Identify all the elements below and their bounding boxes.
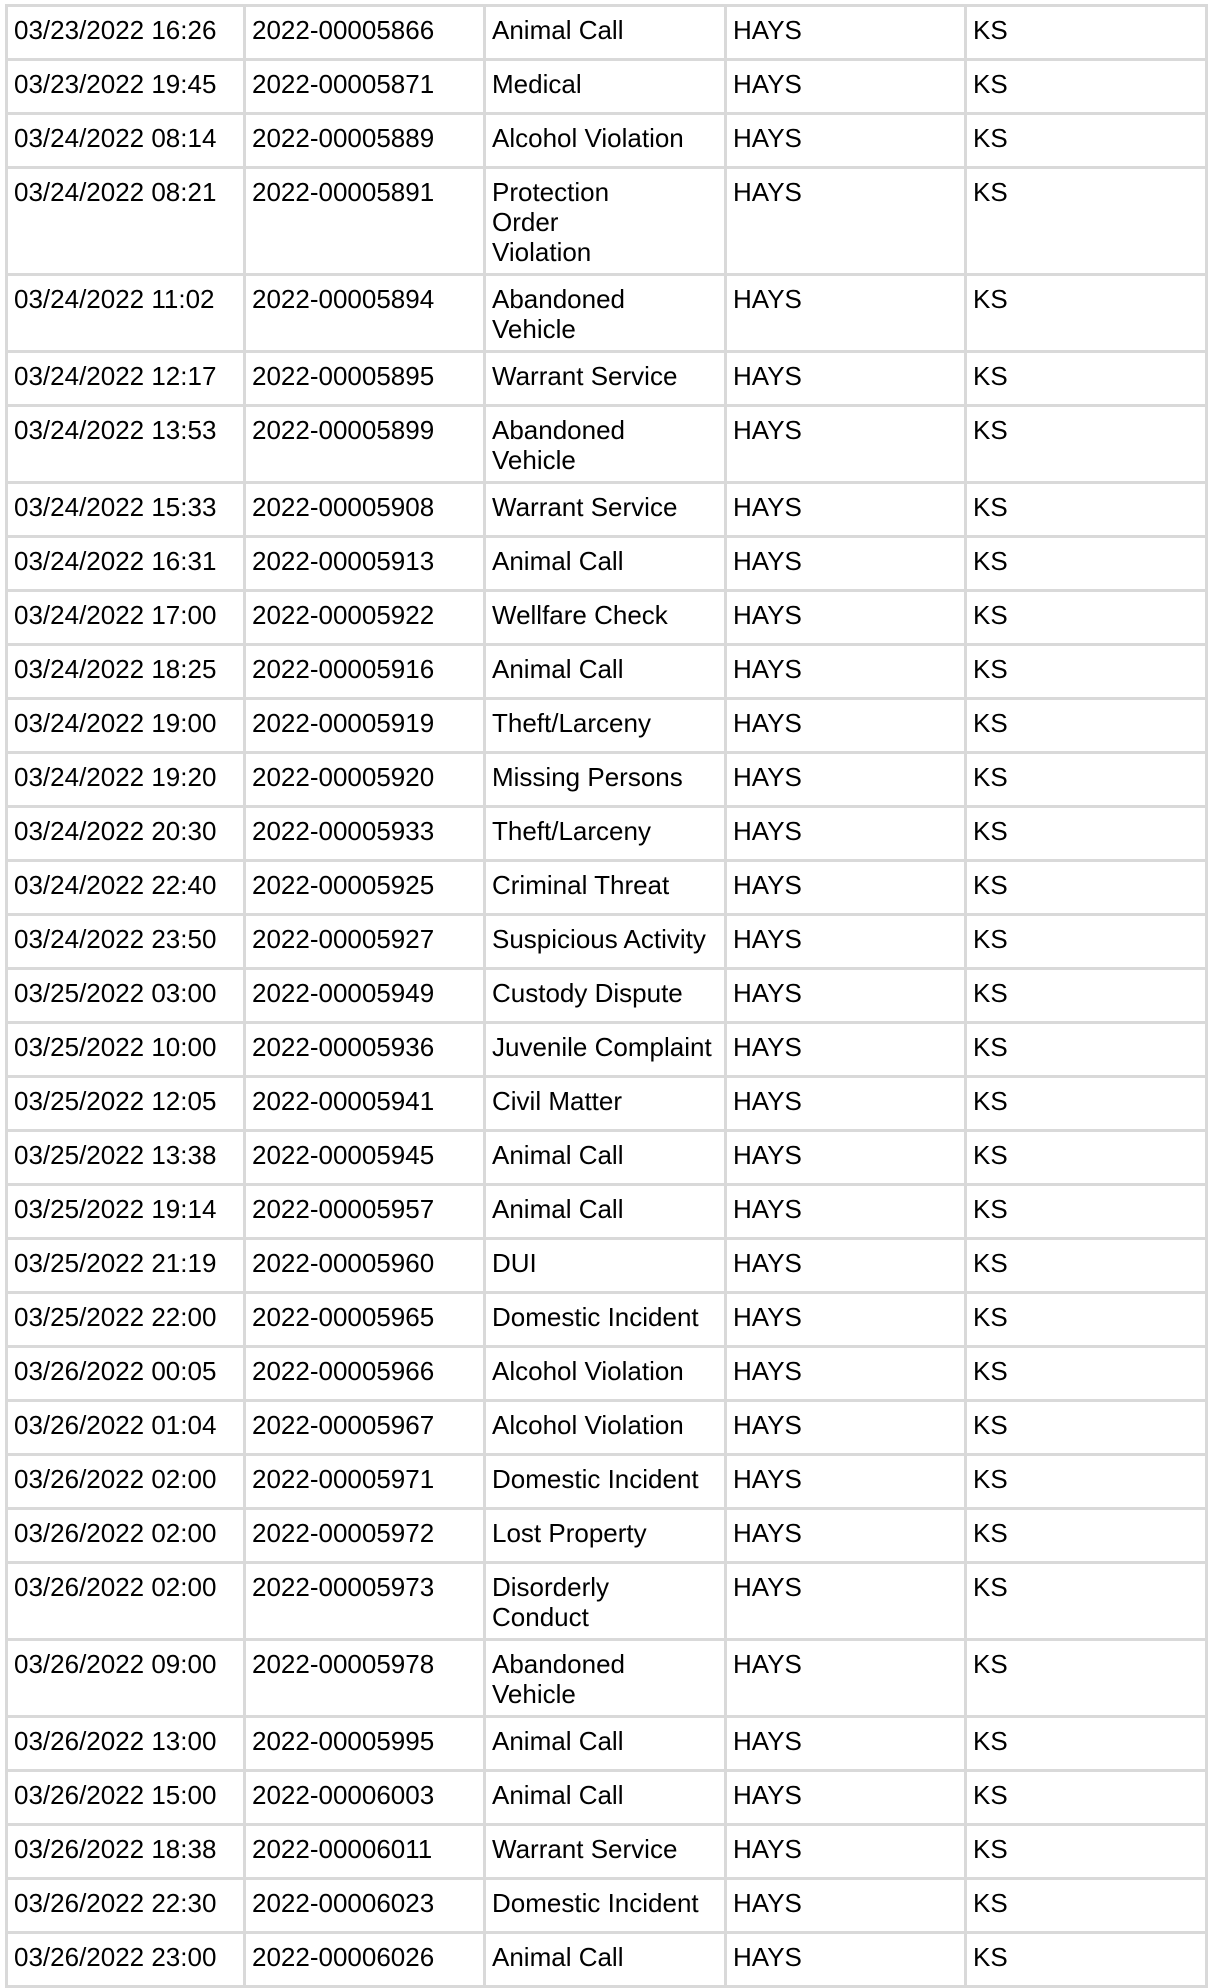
cell-state: KS [967,1934,1208,1988]
cell-state: KS [967,4,1208,61]
cell-city: HAYS [727,700,967,754]
cell-case-number: 2022-00005941 [246,1078,486,1132]
cell-datetime: 03/24/2022 20:30 [5,808,246,862]
cell-datetime: 03/25/2022 19:14 [5,1186,246,1240]
cell-state: KS [967,808,1208,862]
cell-case-number: 2022-00005936 [246,1024,486,1078]
cell-city: HAYS [727,1186,967,1240]
cell-incident-type: Animal Call [486,4,727,61]
cell-datetime: 03/26/2022 22:30 [5,1880,246,1934]
cell-case-number: 2022-00005973 [246,1564,486,1641]
cell-state: KS [967,1772,1208,1826]
cell-city: HAYS [727,169,967,276]
cell-city: HAYS [727,1348,967,1402]
cell-case-number: 2022-00005933 [246,808,486,862]
table-row [5,61,1208,115]
cell-incident-type: DUI [486,1240,727,1294]
cell-datetime: 03/25/2022 21:19 [5,1240,246,1294]
cell-state: KS [967,1186,1208,1240]
cell-case-number: 2022-00005957 [246,1186,486,1240]
cell-state: KS [967,115,1208,169]
cell-incident-type: Animal Call [486,1186,727,1240]
cell-incident-type: Abandoned Vehicle [486,276,727,353]
table-row [5,4,1208,61]
cell-incident-type: Domestic Incident [486,1294,727,1348]
cell-state: KS [967,1880,1208,1934]
table-row [5,754,1208,808]
table-row [5,407,1208,484]
table-row [5,862,1208,916]
cell-city: HAYS [727,407,967,484]
table-row [5,1348,1208,1402]
table-row [5,1294,1208,1348]
cell-datetime: 03/26/2022 09:00 [5,1641,246,1718]
cell-case-number: 2022-00005949 [246,970,486,1024]
cell-case-number: 2022-00005967 [246,1402,486,1456]
cell-case-number: 2022-00006026 [246,1934,486,1988]
cell-state: KS [967,1132,1208,1186]
cell-incident-type: Warrant Service [486,484,727,538]
cell-case-number: 2022-00006003 [246,1772,486,1826]
cell-datetime: 03/24/2022 22:40 [5,862,246,916]
cell-city: HAYS [727,1456,967,1510]
cell-city: HAYS [727,115,967,169]
cell-state: KS [967,1510,1208,1564]
cell-case-number: 2022-00005916 [246,646,486,700]
cell-incident-type: Animal Call [486,1772,727,1826]
cell-datetime: 03/24/2022 16:31 [5,538,246,592]
table-row [5,592,1208,646]
cell-case-number: 2022-00005960 [246,1240,486,1294]
cell-state: KS [967,1240,1208,1294]
cell-case-number: 2022-00005913 [246,538,486,592]
table-row [5,1186,1208,1240]
cell-incident-type: Alcohol Violation [486,115,727,169]
cell-state: KS [967,592,1208,646]
cell-state: KS [967,1456,1208,1510]
cell-state: KS [967,353,1208,407]
cell-state: KS [967,1826,1208,1880]
table-row [5,538,1208,592]
incident-log-table [5,4,1208,1988]
table-row [5,1456,1208,1510]
table-row [5,646,1208,700]
cell-city: HAYS [727,754,967,808]
cell-city: HAYS [727,484,967,538]
cell-state: KS [967,538,1208,592]
cell-case-number: 2022-00005899 [246,407,486,484]
cell-case-number: 2022-00005889 [246,115,486,169]
cell-case-number: 2022-00005871 [246,61,486,115]
cell-datetime: 03/24/2022 08:14 [5,115,246,169]
cell-incident-type: Alcohol Violation [486,1402,727,1456]
cell-state: KS [967,1718,1208,1772]
cell-city: HAYS [727,1564,967,1641]
cell-city: HAYS [727,1078,967,1132]
cell-case-number: 2022-00005945 [246,1132,486,1186]
cell-datetime: 03/26/2022 23:00 [5,1934,246,1988]
cell-incident-type: Criminal Threat [486,862,727,916]
cell-datetime: 03/25/2022 12:05 [5,1078,246,1132]
cell-city: HAYS [727,61,967,115]
cell-city: HAYS [727,1641,967,1718]
cell-case-number: 2022-00005919 [246,700,486,754]
cell-state: KS [967,1641,1208,1718]
cell-incident-type: Animal Call [486,1132,727,1186]
cell-datetime: 03/24/2022 13:53 [5,407,246,484]
cell-incident-type: Animal Call [486,538,727,592]
cell-incident-type: Animal Call [486,646,727,700]
table-row [5,700,1208,754]
cell-city: HAYS [727,4,967,61]
table-row [5,169,1208,276]
cell-datetime: 03/26/2022 18:38 [5,1826,246,1880]
cell-state: KS [967,1348,1208,1402]
cell-city: HAYS [727,1510,967,1564]
cell-state: KS [967,484,1208,538]
table-row [5,353,1208,407]
cell-city: HAYS [727,1826,967,1880]
cell-incident-type: Theft/Larceny [486,700,727,754]
cell-state: KS [967,970,1208,1024]
table-row [5,1564,1208,1641]
cell-case-number: 2022-00005966 [246,1348,486,1402]
cell-city: HAYS [727,538,967,592]
table-row [5,1772,1208,1826]
cell-datetime: 03/26/2022 01:04 [5,1402,246,1456]
cell-state: KS [967,916,1208,970]
cell-datetime: 03/23/2022 16:26 [5,4,246,61]
cell-case-number: 2022-00005965 [246,1294,486,1348]
cell-state: KS [967,407,1208,484]
cell-city: HAYS [727,1934,967,1988]
cell-incident-type: Abandoned Vehicle [486,407,727,484]
cell-datetime: 03/26/2022 00:05 [5,1348,246,1402]
cell-case-number: 2022-00005922 [246,592,486,646]
cell-case-number: 2022-00006023 [246,1880,486,1934]
cell-incident-type: Medical [486,61,727,115]
table-row [5,276,1208,353]
cell-case-number: 2022-00005995 [246,1718,486,1772]
cell-city: HAYS [727,970,967,1024]
cell-case-number: 2022-00005894 [246,276,486,353]
cell-datetime: 03/24/2022 19:00 [5,700,246,754]
cell-incident-type: Suspicious Activity [486,916,727,970]
cell-city: HAYS [727,1718,967,1772]
cell-incident-type: Alcohol Violation [486,1348,727,1402]
table-row [5,115,1208,169]
cell-case-number: 2022-00005866 [246,4,486,61]
cell-state: KS [967,646,1208,700]
table-row [5,1880,1208,1934]
table-row [5,1510,1208,1564]
cell-incident-type: Wellfare Check [486,592,727,646]
cell-datetime: 03/24/2022 17:00 [5,592,246,646]
cell-case-number: 2022-00005971 [246,1456,486,1510]
table-row [5,1641,1208,1718]
cell-case-number: 2022-00005972 [246,1510,486,1564]
cell-datetime: 03/24/2022 19:20 [5,754,246,808]
cell-case-number: 2022-00005978 [246,1641,486,1718]
cell-city: HAYS [727,276,967,353]
cell-incident-type: Juvenile Complaint [486,1024,727,1078]
cell-city: HAYS [727,1772,967,1826]
cell-datetime: 03/24/2022 18:25 [5,646,246,700]
cell-incident-type: Civil Matter [486,1078,727,1132]
cell-incident-type: Animal Call [486,1934,727,1988]
cell-datetime: 03/23/2022 19:45 [5,61,246,115]
cell-datetime: 03/25/2022 13:38 [5,1132,246,1186]
cell-incident-type: Lost Property [486,1510,727,1564]
cell-state: KS [967,862,1208,916]
cell-datetime: 03/26/2022 02:00 [5,1456,246,1510]
cell-datetime: 03/24/2022 23:50 [5,916,246,970]
cell-city: HAYS [727,1240,967,1294]
cell-city: HAYS [727,1024,967,1078]
cell-incident-type: Abandoned Vehicle [486,1641,727,1718]
cell-case-number: 2022-00006011 [246,1826,486,1880]
cell-case-number: 2022-00005908 [246,484,486,538]
table-row [5,1132,1208,1186]
cell-city: HAYS [727,353,967,407]
table-row [5,1826,1208,1880]
table-row [5,1024,1208,1078]
cell-incident-type: Animal Call [486,1718,727,1772]
table-row [5,916,1208,970]
cell-case-number: 2022-00005891 [246,169,486,276]
cell-state: KS [967,61,1208,115]
cell-case-number: 2022-00005895 [246,353,486,407]
table-row [5,970,1208,1024]
cell-datetime: 03/26/2022 13:00 [5,1718,246,1772]
cell-case-number: 2022-00005925 [246,862,486,916]
cell-state: KS [967,1024,1208,1078]
table-row [5,1240,1208,1294]
cell-state: KS [967,1402,1208,1456]
cell-state: KS [967,754,1208,808]
table-row [5,1078,1208,1132]
cell-incident-type: Protection Order Violation [486,169,727,276]
cell-incident-type: Domestic Incident [486,1880,727,1934]
cell-city: HAYS [727,1880,967,1934]
cell-datetime: 03/24/2022 11:02 [5,276,246,353]
table-row [5,1934,1208,1988]
table-row [5,1718,1208,1772]
cell-state: KS [967,700,1208,754]
cell-city: HAYS [727,646,967,700]
cell-city: HAYS [727,1132,967,1186]
incident-log-body [5,4,1208,1988]
cell-city: HAYS [727,592,967,646]
table-row [5,484,1208,538]
cell-incident-type: Warrant Service [486,353,727,407]
cell-incident-type: Custody Dispute [486,970,727,1024]
cell-datetime: 03/24/2022 15:33 [5,484,246,538]
cell-city: HAYS [727,862,967,916]
cell-datetime: 03/26/2022 15:00 [5,1772,246,1826]
cell-datetime: 03/24/2022 08:21 [5,169,246,276]
cell-incident-type: Warrant Service [486,1826,727,1880]
cell-datetime: 03/24/2022 12:17 [5,353,246,407]
cell-state: KS [967,1078,1208,1132]
cell-incident-type: Domestic Incident [486,1456,727,1510]
table-row [5,808,1208,862]
cell-state: KS [967,169,1208,276]
cell-state: KS [967,1294,1208,1348]
cell-incident-type: Theft/Larceny [486,808,727,862]
cell-city: HAYS [727,1294,967,1348]
cell-city: HAYS [727,916,967,970]
cell-datetime: 03/26/2022 02:00 [5,1564,246,1641]
cell-incident-type: Missing Persons [486,754,727,808]
cell-datetime: 03/25/2022 03:00 [5,970,246,1024]
cell-datetime: 03/26/2022 02:00 [5,1510,246,1564]
cell-datetime: 03/25/2022 22:00 [5,1294,246,1348]
cell-incident-type: Disorderly Conduct [486,1564,727,1641]
cell-state: KS [967,1564,1208,1641]
cell-case-number: 2022-00005920 [246,754,486,808]
cell-datetime: 03/25/2022 10:00 [5,1024,246,1078]
cell-city: HAYS [727,808,967,862]
cell-state: KS [967,276,1208,353]
cell-case-number: 2022-00005927 [246,916,486,970]
cell-city: HAYS [727,1402,967,1456]
table-row [5,1402,1208,1456]
